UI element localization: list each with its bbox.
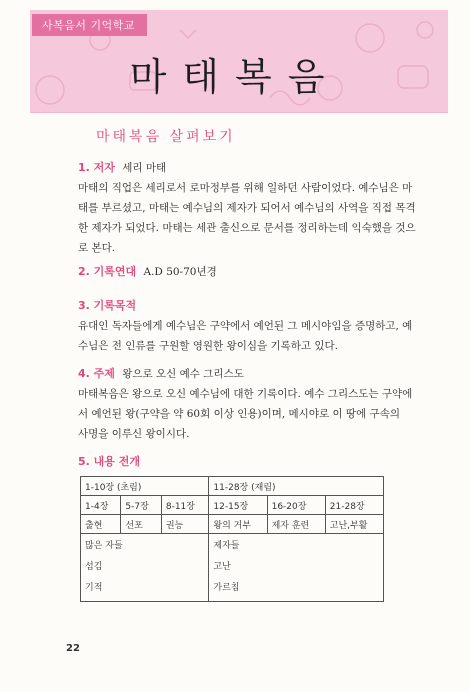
theme-line: 마태복음은 왕으로 오신 예수님에 대한 기록이다. 예수 그리스도는 구약에	[78, 388, 413, 400]
author-body	[78, 178, 428, 258]
theme-heading: 4. 주제	[78, 367, 115, 380]
topic-cell: 고난,부활	[325, 515, 383, 534]
section-subtitle: 마태복음 살펴보기	[96, 129, 236, 145]
purpose-body	[78, 316, 428, 356]
right-list-cell	[209, 534, 384, 602]
outline-heading: 5. 내용 전개	[78, 455, 140, 468]
school-label: 사복음서 기억학교	[32, 14, 147, 36]
outline-left-header: 1-10장 (초림)	[81, 477, 209, 496]
outline-table	[80, 476, 384, 602]
author-line: 한 제자가 되었다. 마태는 세관 출신으로 문서를 정리하는데 익숙했을 것으	[78, 222, 416, 234]
author-section	[78, 158, 428, 258]
chapter-cell: 8-11장	[161, 496, 209, 515]
purpose-line: 수님은 전 인류를 구원할 영원한 왕이심을 기록하고 있다.	[78, 340, 338, 352]
topic-cell: 선포	[121, 515, 161, 534]
topic-cell: 왕의 거부	[209, 515, 267, 534]
date-section	[78, 262, 428, 282]
date-inline: A.D 50-70년경	[143, 266, 217, 278]
list-item: 섬김	[85, 562, 103, 572]
list-item: 가르침	[213, 583, 240, 593]
author-line: 마태의 직업은 세리로서 로마정부를 위해 일하던 사람이었다. 예수님은 마	[78, 182, 413, 194]
purpose-heading: 3. 기록목적	[78, 299, 137, 312]
purpose-line: 유대인 독자들에게 예수님은 구약에서 예언된 그 메시야임을 증명하고, 예	[78, 320, 413, 332]
author-heading: 1. 저자	[78, 161, 115, 174]
chapter-cell: 1-4장	[81, 496, 121, 515]
table-row	[81, 534, 384, 602]
page-number: 22	[66, 643, 80, 654]
list-item: 많은 자들	[85, 541, 123, 551]
topic-cell: 제자 훈련	[267, 515, 325, 534]
list-item: 기적	[85, 583, 103, 593]
chapter-cell: 5-7장	[121, 496, 161, 515]
table-row	[81, 496, 384, 515]
left-list-cell	[81, 534, 209, 602]
table-row	[81, 515, 384, 534]
author-inline: 세리 마태	[122, 162, 167, 174]
theme-section	[78, 364, 428, 444]
theme-body	[78, 384, 428, 444]
page-title: 마태복음	[129, 55, 341, 99]
list-item: 제자들	[213, 541, 240, 551]
outline-section	[78, 452, 428, 472]
topic-cell: 권능	[161, 515, 209, 534]
topic-cell: 출현	[81, 515, 121, 534]
theme-line: 서 예언된 왕(구약을 약 60회 이상 인용)이며, 메시야로 이 땅에 구속의	[78, 408, 400, 420]
chapter-cell: 16-20장	[267, 496, 325, 515]
author-line: 태를 부르셨고, 마태는 예수님의 제자가 되어서 예수님의 사역을 직접 목격	[78, 202, 416, 214]
outline-right-header: 11-28장 (재림)	[209, 477, 384, 496]
table-row	[81, 477, 384, 496]
chapter-cell: 21-28장	[325, 496, 383, 515]
list-item: 고난	[213, 562, 231, 572]
purpose-section	[78, 296, 428, 356]
author-line: 로 본다.	[78, 242, 116, 254]
banner-divider	[30, 112, 448, 113]
theme-line: 사명을 이루신 왕이시다.	[78, 428, 190, 440]
date-heading: 2. 기록연대	[78, 265, 137, 278]
chapter-cell: 12-15장	[209, 496, 267, 515]
theme-inline: 왕으로 오신 예수 그리스도	[122, 368, 244, 380]
